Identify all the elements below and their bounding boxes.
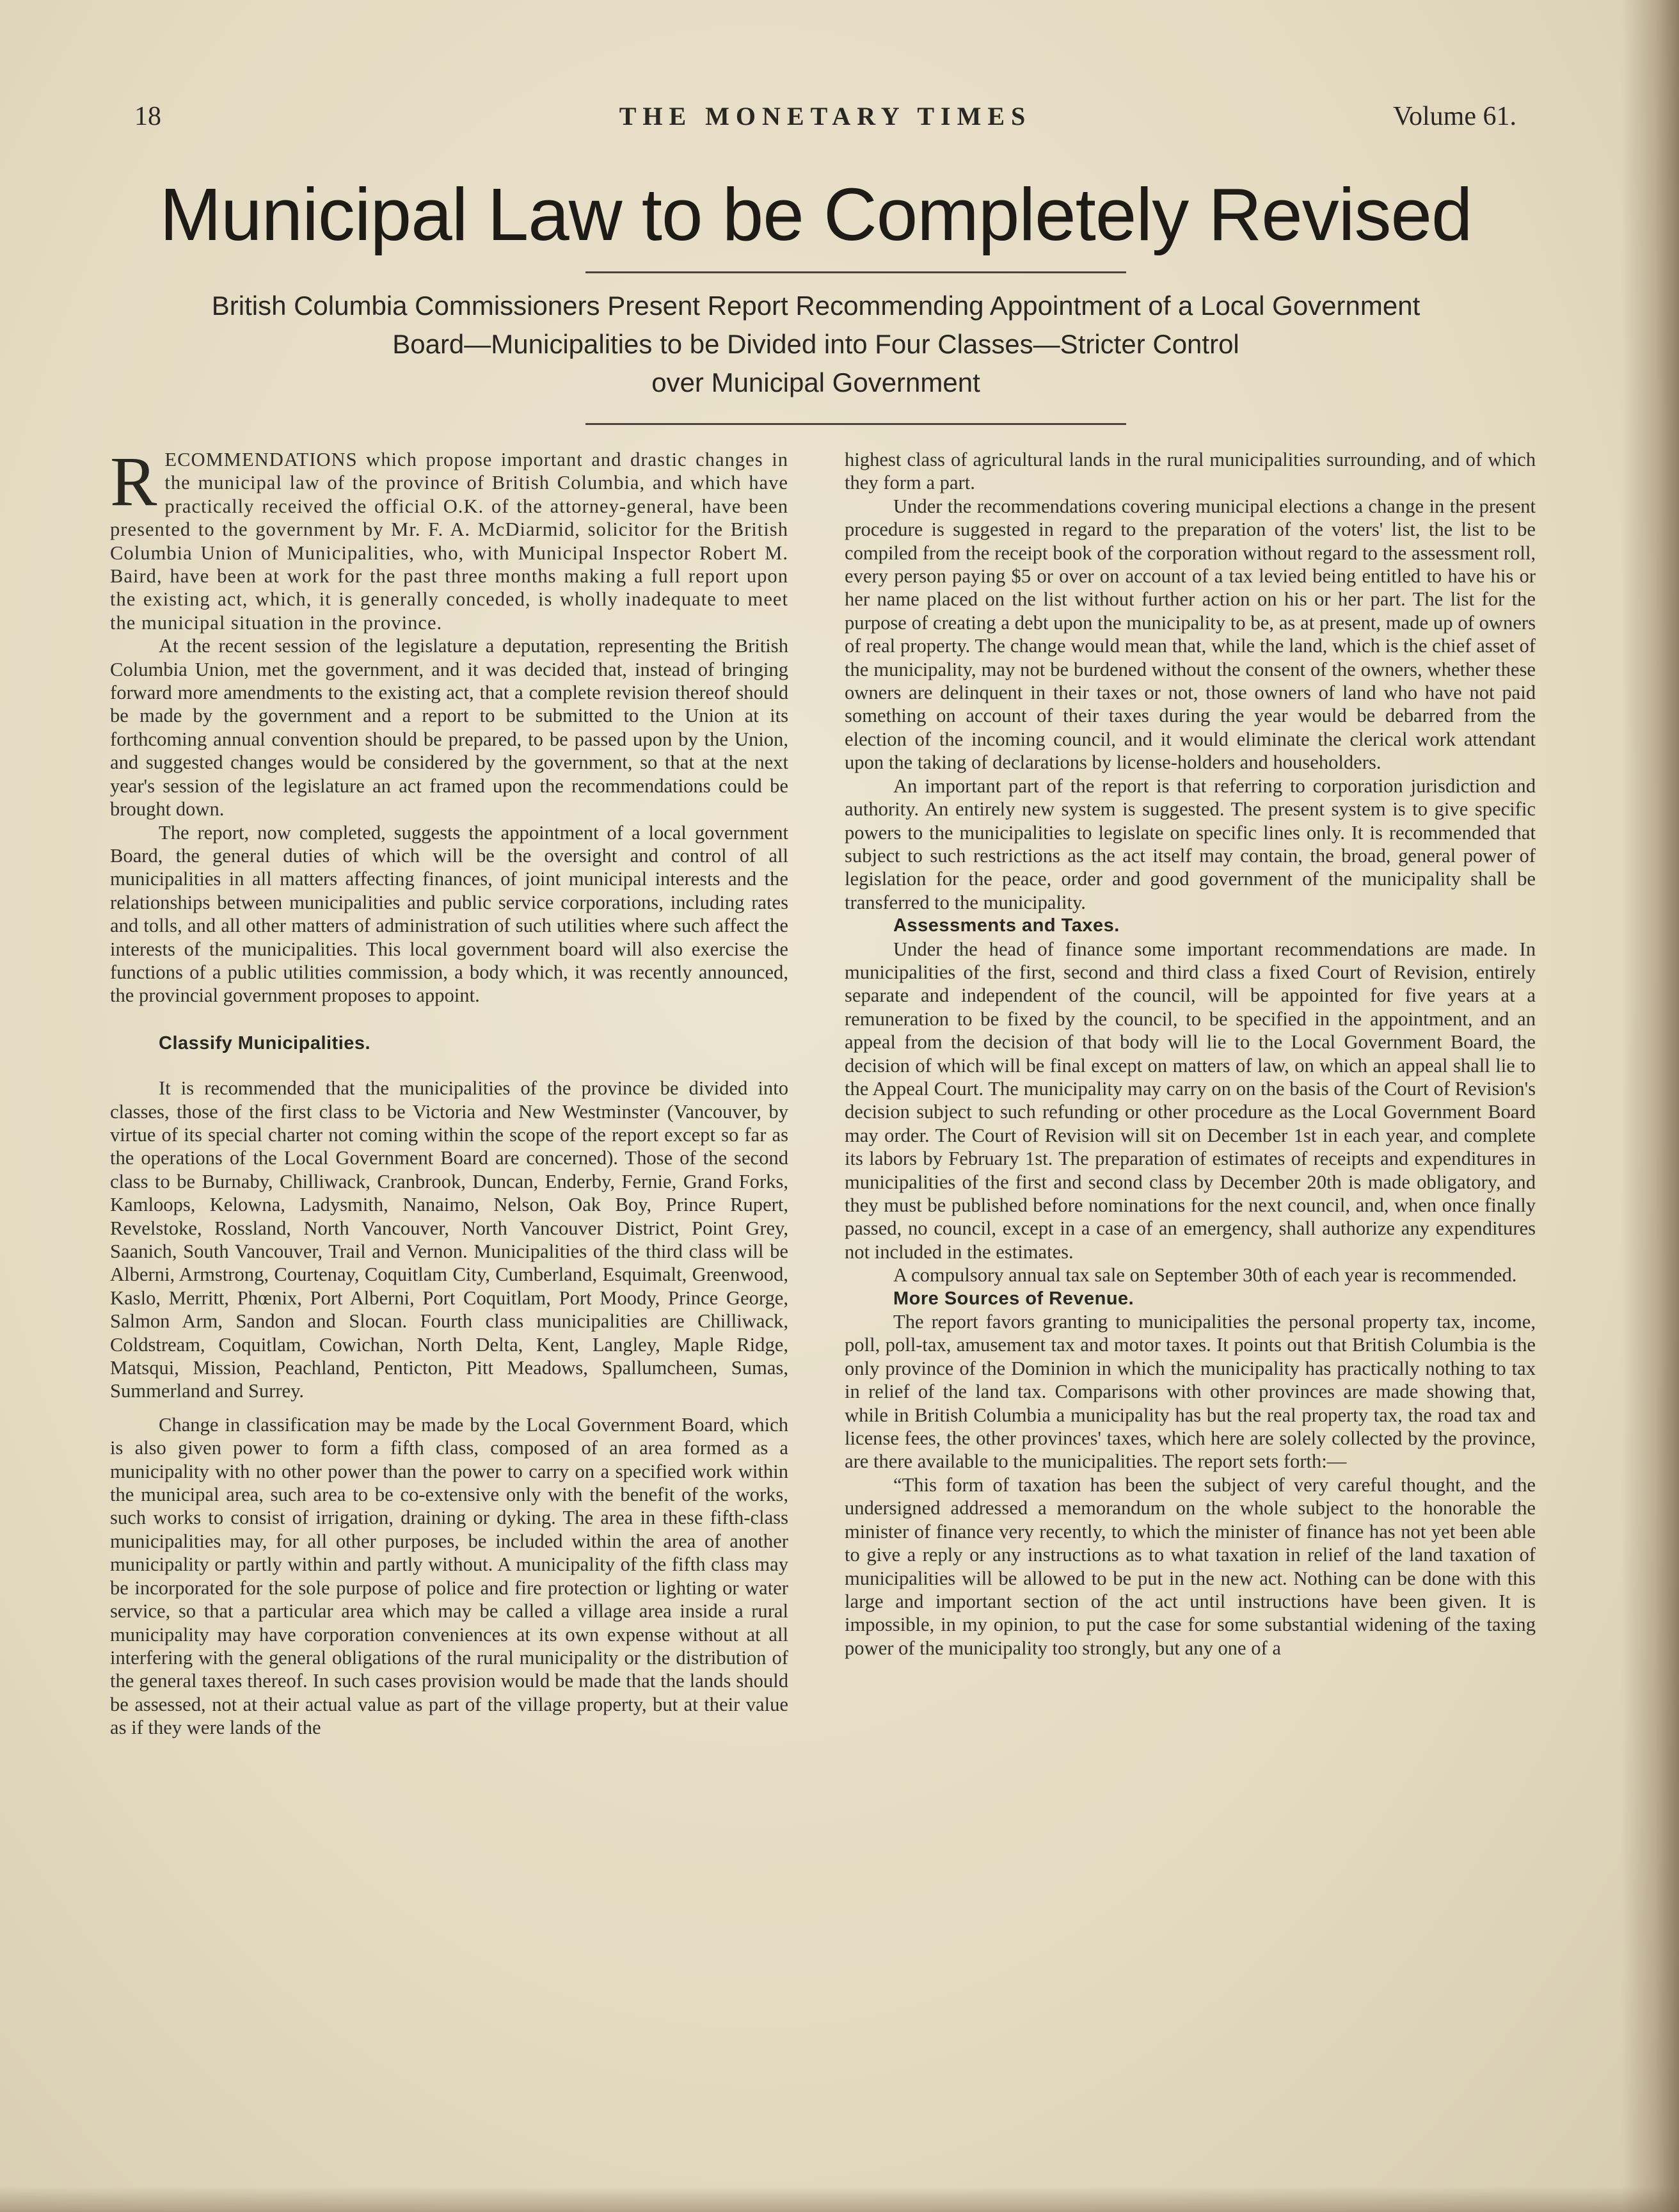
subtitle-line-3: over Municipal Government — [651, 367, 980, 397]
paragraph: “This form of taxation has been the subject of very careful thought, and the undersigned addressed a memorandum on the whole subject to the honorable the minister of finance very recently, to which the minister of finance has not yet been able to give a reply or any instructions as to what taxation in relief of the land taxation of municipalities will be allowed to be put in the new act. Nothing can be done with this large and important section of the act until instructions have been given. It is impossible, in my opinion, to put the case for some substantial widening of the taxing power of the municipality too strongly, but any one of a — [845, 1473, 1536, 1659]
paragraph: The report, now completed, suggests the appointment of a local government Board, the general duties of which will be the oversight and control of all municipalities in all matters affecting finances, of joint municipal interests and the relationships between municipalities and public service corporations, including rates and tolls, and all other matters of administration of such utilities where such affect the interests of the municipalities. This local government board will also exercise the functions of a public utilities commission, a body which, it was recently announced, the provincial government proposes to appoint. — [110, 821, 788, 1007]
subtitle-line-1: British Columbia Commissioners Present Report Recommending Appointment of a Local Government — [211, 291, 1420, 321]
paragraph-text: ECOMMENDATIONS which propose important and drastic changes in the municipal law of the province of British Columbia, and which have practically received the official O.K. of the attorney-general, have been presented to the government by Mr. F. A. McDiarmid, solicitor for the British Columbia Union of Municipalities, who, with Municipal Inspector Robert M. Baird, have been at work for the past three months making a full report upon the existing act, which, it is generally conceded, is wholly inadequate to meet the municipal situation in the province. — [110, 449, 788, 634]
paragraph: At the recent session of the legislature a deputation, representing the British Columbia Union, met the government, and it was decided that, instead of bringing forward more amendments to the existing act, that a complete revision thereof should be made by the government and a report to be submitted to the Union at its forthcoming annual convention should be prepared, to be passed upon by the Union, and suggested changes would be considered by the government, so that at the next year's session of the legislature an act framed upon the recommendations could be brought down. — [110, 635, 788, 821]
page-bottom-shadow — [0, 2186, 1679, 2212]
section-heading: More Sources of Revenue. — [893, 1288, 1134, 1309]
volume-number: Volume 61. — [1393, 102, 1516, 131]
paragraph: It is recommended that the municipalities of the province be divided into classes, those of the first class to be Victoria and New Westminster (Vancouver, by virtue of its special charter not coming within the scope of the report except so far as the operations of the Local Government Board are concerned). Those of the second class to be Burnaby, Chilliwack, Cranbrook, Duncan, Enderby, Fernie, Grand Forks, Kamloops, Kelowna, Ladysmith, Nanaimo, Nelson, Oak Boy, Prince Rupert, Revelstoke, Rossland, North Vancouver, North Vancouver District, Point Grey, Saanich, South Vancouver, Trail and Vernon. Municipalities of the third class will be Alberni, Armstrong, Courtenay, Coquitlam City, Cumberland, Esquimalt, Greenwood, Kaslo, Merritt, Phœnix, Port Alberni, Port Coquitlam, Port Moody, Prince George, Salmon Arm, Sandon and Slocan. Fourth class municipalities are Chilliwack, Coldstream, Coquitlam, Cowichan, North Delta, Kent, Langley, Maple Ridge, Matsqui, Mission, Peachland, Penticton, Pitt Meadows, Spallumcheen, Sumas, Summerland and Surrey. — [110, 1077, 788, 1402]
publication-name: THE MONETARY TIMES — [619, 102, 1032, 131]
paragraph: A compulsory annual tax sale on September 30th of each year is recommended. — [893, 1264, 1517, 1286]
drop-cap: R — [110, 442, 157, 520]
left-column — [110, 442, 788, 1740]
page-header — [134, 101, 1516, 140]
section-heading: Assessments and Taxes. — [893, 915, 1120, 936]
article-title: Municipal Law to be Completely Revised — [159, 173, 1472, 256]
section-heading: Classify Municipalities. — [159, 1032, 371, 1054]
paragraph: Under the head of finance some important recommendations are made. In municipalities of the first, second and third class a fixed Court of Revision, entirely separate and independent of the council, will be appointed for five years at a remuneration to be fixed by the council, to be specified in the appointment, and an appeal from the decision of that body will lie to the Local Government Board, the decision of which will be final except on matters of law, on which an appeal shall lie to the Appeal Court. The municipality may carry on on the basis of the Court of Revision's decision subject to such refunding or other procedure as the Local Government Board may order. The Court of Revision will sit on December 1st in each year, and complete its labors by February 1st. The preparation of estimates of receipts and expenditures in municipalities of the first and second class by December 20th is made obligatory, and they must be published before nominations for the next council, and, when once finally passed, no council, except in a case of an emergency, shall authorize any expenditures not included in the estimates. — [845, 938, 1536, 1263]
subtitle-line-2: Board—Municipalities to be Divided into Four Classes—Stricter Control — [392, 329, 1239, 359]
article-subtitle — [96, 287, 1536, 402]
paragraph — [110, 442, 788, 634]
right-column — [845, 448, 1536, 1660]
paragraph: Under the recommendations covering municipal elections a change in the present procedure is suggested in regard to the preparation of the voters' list, the list to be compiled from the receipt book of the corporation without regard to the assessment roll, every person paying $5 or over on account of a tax levied being entitled to have his or her name placed on the list without further action on his or her part. The list for the purpose of creating a debt upon the municipality to be, as at present, made up of owners of real property. The change would mean that, while the land, which is the chief asset of the municipality, may not be burdened without the consent of the owners, whether these owners are delinquent in their taxes or not, those owners of land who have not paid something on account of their taxes during the year would be debarred from the election of the incoming council, and it would eliminate the clerical work attendant upon the taking of declarations by license-holders and householders. — [845, 495, 1536, 774]
page-number: 18 — [134, 102, 161, 131]
subtitle-divider — [585, 423, 1126, 425]
page-binding-shadow — [1621, 0, 1679, 2212]
paragraph: highest class of agricultural lands in the rural municipalities surrounding, and of which they form a part. — [845, 449, 1536, 494]
paragraph: An important part of the report is that referring to corporation jurisdiction and authority. An entirely new system is suggested. The present system is to give specific powers to the municipalities to legislate on specific lines only. It is recommended that subject to such restrictions as the act itself may contain, the broad, general power of legislation for the peace, order and good government of the municipality shall be transferred to the municipality. — [845, 774, 1536, 913]
paragraph: Change in classification may be made by the Local Government Board, which is also given power to form a fifth class, composed of an area formed as a municipality with no other power than the power to carry on a specified work within the municipal area, such area to be co-extensive only with the benefit of the works, such works to consist of irrigation, draining or dyking. The area in these fifth-class municipalities may, for all other purposes, be included within the area of another municipality or partly within and partly without. A municipality of the fifth class may be incorporated for the sole purpose of police and fire protection or lighting or water service, so that a particular area which may be called a village area inside a rural municipality may have corporation conveniences at its own expense without at all interfering with the general obligations of the rural municipality or the distribution of the general taxes thereof. In such cases provision would be made that the lands should be assessed, not at their actual value as part of the village property, but at their value as if they were lands of the — [110, 1413, 788, 1739]
paragraph: The report favors granting to municipalities the personal property tax, income, poll, poll-tax, amusement tax and motor taxes. It points out that British Columbia is the only province of the Dominion in which the municipality has practically nothing to tax in relief of the land tax. Comparisons with other provinces are made showing that, while in British Columbia a municipality has but the real property tax, the road tax and license fees, the other provinces' taxes, which here are solely collected by the province, are there available to the municipalities. The report sets forth:— — [845, 1311, 1536, 1473]
title-divider — [585, 271, 1126, 273]
